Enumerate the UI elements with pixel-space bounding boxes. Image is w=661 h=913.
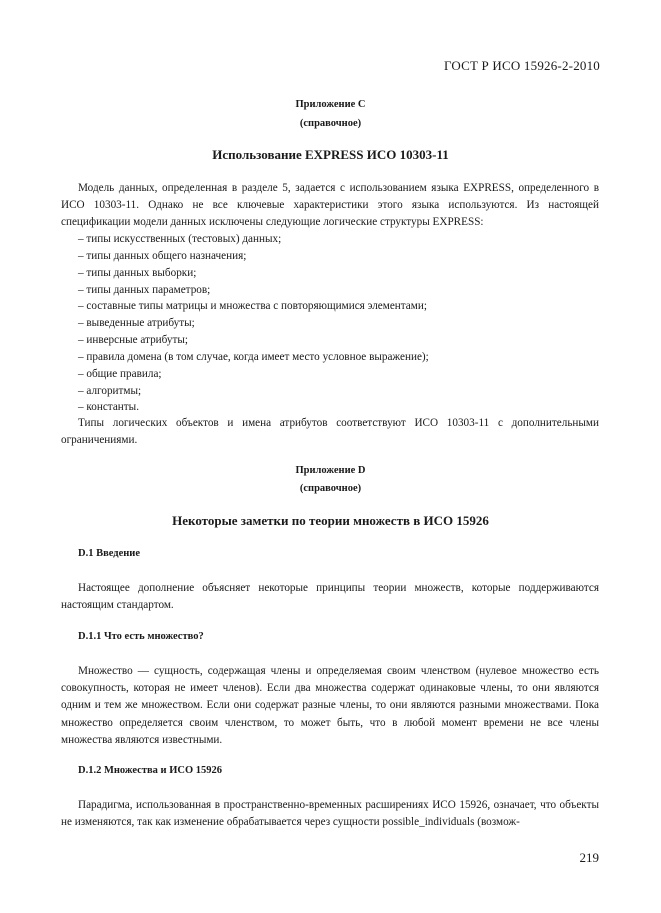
- section-d11-text: Множество — сущность, содержащая члены и определяемая своим членством (нулевое множество есть совокупность, которая не имеет членов). Если два множества содержат одинаковые члены, то они являются одним и тем же множеством. Если они содержат разные члены, то они являются разными множествами. Пока множество определяется своим членством, то может быть, что в любой момент времени не все члены множества являются известными.: [61, 665, 599, 746]
- list-item: – общие правила;: [78, 367, 162, 380]
- annex-d-type: (справочное): [299, 483, 362, 494]
- list-item: – алгоритмы;: [78, 384, 142, 397]
- list-item: – инверсные атрибуты;: [78, 334, 189, 347]
- annex-d-label: Приложение D: [295, 465, 366, 476]
- annex-c-type: (справочное): [299, 118, 362, 129]
- section-d12-text: Парадигма, использованная в пространственно-временных расширениях ИСО 15926, означает, что объекты не изменяются, так как изменение обрабатывается через сущности possible_individuals (возмож-: [61, 799, 599, 829]
- list-item: – правила домена (в том случае, когда имеет место условное выражение);: [78, 350, 429, 363]
- list-item: – типы данных общего назначения;: [78, 249, 247, 262]
- page-number: 219: [579, 850, 599, 865]
- list-item: – типы данных параметров;: [78, 283, 211, 296]
- annex-c-label: Приложение С: [295, 99, 366, 110]
- list-item: – типы данных выборки;: [78, 266, 197, 279]
- list-item: – выведенные атрибуты;: [78, 317, 195, 330]
- section-d1-text: Настоящее дополнение объясняет некоторые принципы теории множеств, которые поддерживаются настоящим стандартом.: [61, 582, 599, 612]
- list-item: – составные типы матрицы и множества с повторяющимися элементами;: [78, 300, 427, 313]
- excluded-structures-list: [61, 231, 599, 416]
- annex-c-heading: Использование EXPRESS ИСО 10303-11: [212, 147, 449, 162]
- list-item: – типы искусственных (тестовых) данных;: [78, 233, 282, 245]
- annex-c-intro: Модель данных, определенная в разделе 5, задается с использованием языка EXPRESS, определенного в ИСО 10303-11. Однако не все ключевые характеристики этого языка используются. Из настоящей спецификации модели данных исключены следующие логические структуры EXPRESS:: [61, 182, 599, 229]
- annex-c-closing: Типы логических объектов и имена атрибутов соответствуют ИСО 10303-11 с дополнительными ограничениями.: [61, 417, 599, 447]
- list-item: – константы.: [78, 401, 139, 414]
- section-d12-title: D.1.2 Множества и ИСО 15926: [78, 765, 223, 776]
- standard-header: ГОСТ Р ИСО 15926-2-2010: [443, 58, 600, 73]
- annex-d-heading: Некоторые заметки по теории множеств в ИСО 15926: [172, 513, 489, 528]
- section-d11-title: D.1.1 Что есть множество?: [78, 631, 204, 642]
- section-d1-title: D.1 Введение: [78, 548, 141, 559]
